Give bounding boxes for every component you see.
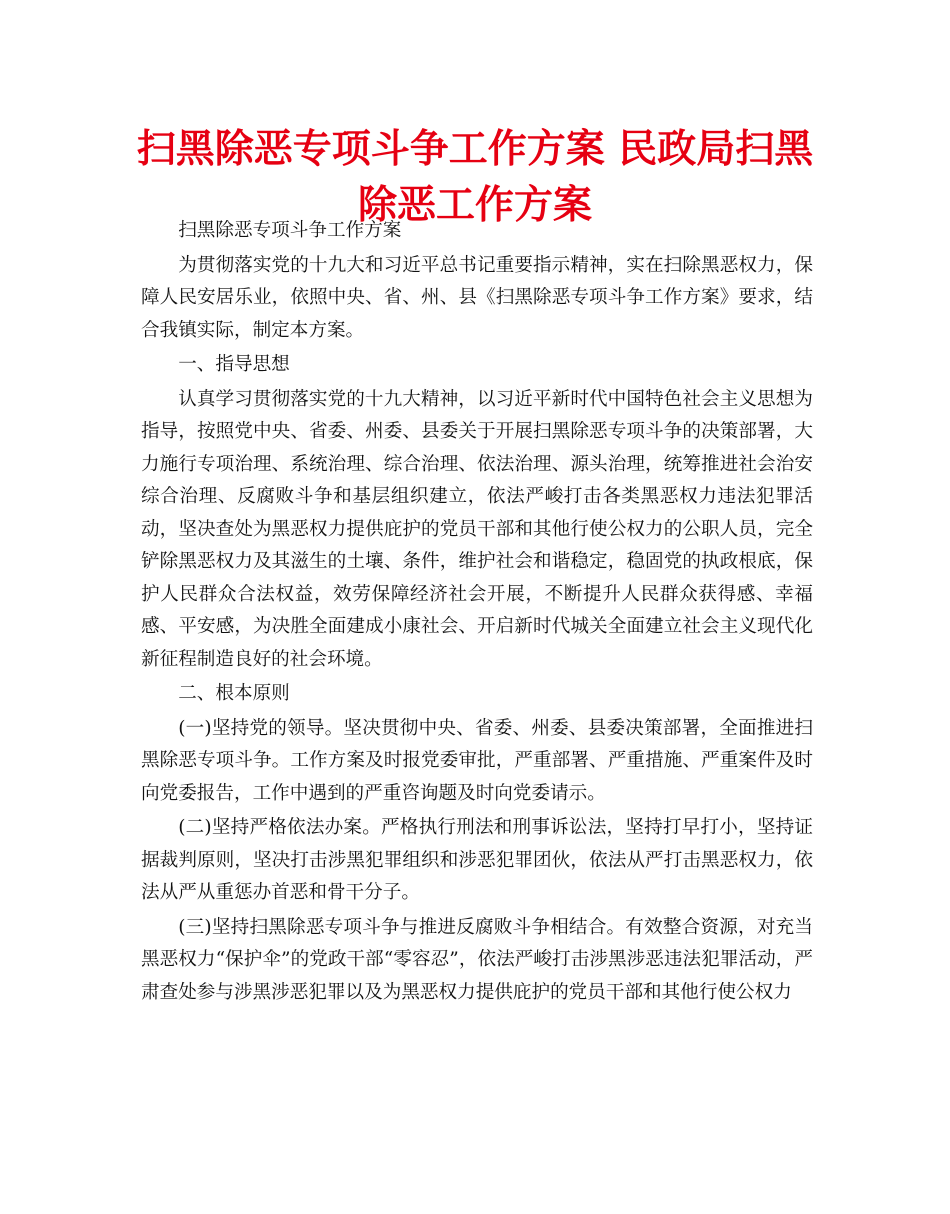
- paragraph-principle-2: (二)坚持严格依法办案。严格执行刑法和刑事诉讼法，坚持打早打小，坚持证据裁判原则，坚决打击涉黑犯罪组织和涉恶犯罪团伙，依法从严打击黑恶权力，依法从严从重惩办首恶和骨干分子。: [141, 817, 813, 903]
- paragraph-principle-3: (三)坚持扫黑除恶专项斗争与推进反腐败斗争相结合。有效整合资源，对充当黑恶权力“保护伞”的党政干部“零容忍”，依法严峻打击涉黑涉恶违法犯罪活动，严肃查处参与涉黑涉恶犯罪以及为黑恶权力提供庇护的党员干部和其他行使公权力: [141, 916, 813, 1003]
- paragraph-subtitle: 扫黑除恶专项斗争工作方案: [178, 220, 402, 241]
- document-body: [141, 215, 813, 1009]
- paragraph-guiding-ideology: 认真学习贯彻落实党的十九大精神，以习近平新时代中国特色社会主义思想为指导，按照党中央、省委、州委、县委关于开展扫黑除恶专项斗争的决策部署，大力施行专项治理、系统治理、综合治理、依法治理、源头治理，统筹推进社会治安综合治理、反腐败斗争和基层组织建立，依法严峻打击各类黑恶权力违法犯罪活动，坚决查处为黑恶权力提供庇护的党员干部和其他行使公权力的公职人员，完全铲除黑恶权力及其滋生的土壤、条件，维护社会和谐稳定，稳固党的执政根底，保护人民群众合法权益，效劳保障经济社会开展，不断提升人民群众获得感、幸福感、平安感，为决胜全面建成小康社会、开启新时代城关全面建立社会主义现代化新征程制造良好的社会环境。: [141, 388, 813, 670]
- paragraph-intro: 为贯彻落实党的十九大和习近平总书记重要指示精神，实在扫除黑恶权力，保障人民安居乐业，依照中央、省、州、县《扫黑除恶专项斗争工作方案》要求，结合我镇实际，制定本方案。: [141, 254, 813, 341]
- document-title: 扫黑除恶专项斗争工作方案 民政局扫黑除恶工作方案: [136, 127, 814, 228]
- paragraph-principle-1: (一)坚持党的领导。坚决贯彻中央、省委、州委、县委决策部署，全面推进扫黑除恶专项斗争。工作方案及时报党委审批，严重部署、严重措施、严重案件及时向党委报告，工作中遇到的严重咨询题及时向党委请示。: [141, 717, 813, 804]
- heading-guiding-ideology: 一、指导思想: [178, 354, 290, 375]
- heading-basic-principles: 二、根本原则: [178, 683, 290, 704]
